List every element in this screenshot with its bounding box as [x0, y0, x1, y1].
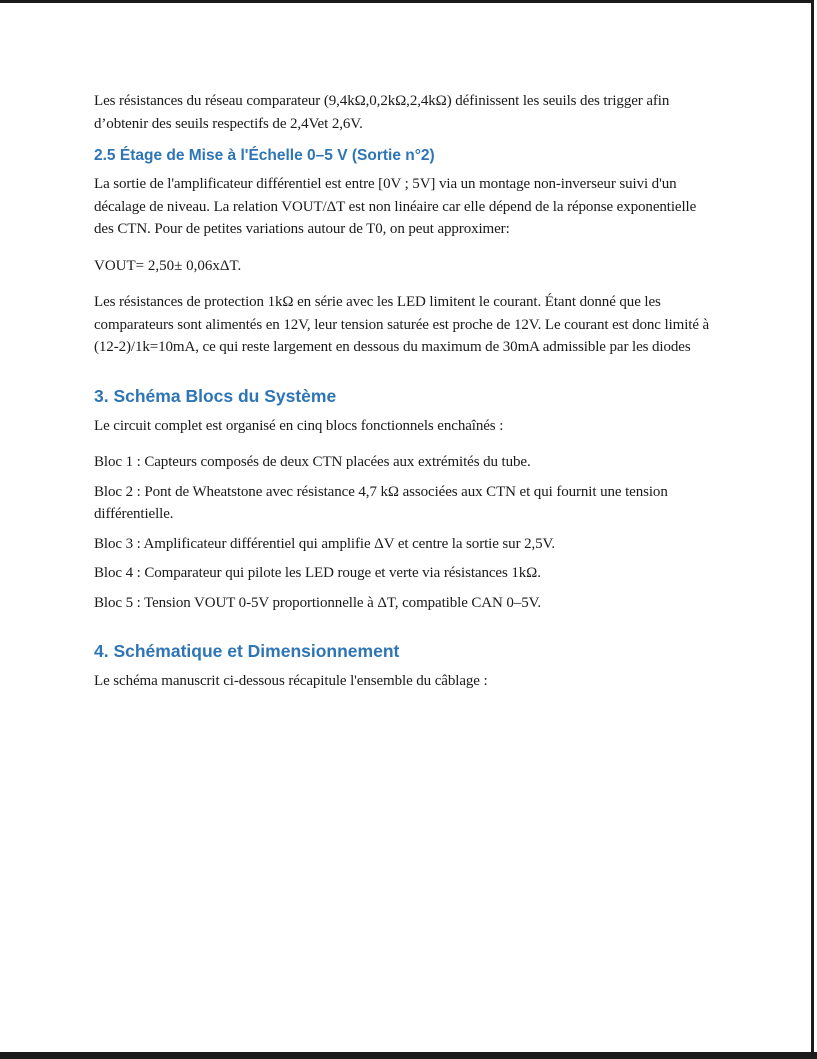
bloc-item-1: Bloc 1 : Capteurs composés de deux CTN placées aux extrémités du tube. — [94, 454, 531, 470]
document-content — [94, 0, 716, 704]
heading-section-2-5: 2.5 Étage de Mise à l'Échelle 0–5 V (Sortie n°2) — [94, 147, 435, 164]
bloc-item-5: Bloc 5 : Tension VOUT 0-5V proportionnelle à ΔT, compatible CAN 0–5V. — [94, 594, 542, 611]
bloc-item-2: Bloc 2 : Pont de Wheatstone avec résistance 4,7 kΩ associées aux CTN et qui fournit une tension différentielle. — [94, 483, 668, 522]
formula-vout: VOUT= 2,50± 0,06xΔT. — [94, 257, 242, 274]
paragraph-protection-resistances: Les résistances de protection 1kΩ en série avec les LED limitent le courant. Étant donné que les comparateurs sont alimentés en 12V, leur tension saturée est proche de 12V. Le courant est donc limité à (12-2)/1k=10mA, ce qui reste largement en dessous du maximum de 30mA admissible par les diodes — [94, 294, 710, 355]
page-bottom-border — [0, 1052, 817, 1059]
page-top-border — [0, 0, 814, 3]
bloc-item-3: Bloc 3 : Amplificateur différentiel qui amplifie ΔV et centre la sortie sur 2,5V. — [94, 535, 556, 552]
page-right-border — [811, 0, 814, 1059]
paragraph-schematic-intro: Le schéma manuscrit ci-dessous récapitule l'ensemble du câblage : — [94, 673, 488, 689]
heading-section-4: 4. Schématique et Dimensionnement — [94, 641, 400, 661]
paragraph-comparator-resistances: Les résistances du réseau comparateur (9,4kΩ,0,2kΩ,2,4kΩ) définissent les seuils des trigger afin d’obtenir des seuils respectifs de 2,4Vet 2,6V. — [94, 93, 670, 132]
paragraph-circuit-intro: Le circuit complet est organisé en cinq blocs fonctionnels enchaînés : — [94, 417, 504, 434]
bloc-item-4: Bloc 4 : Comparateur qui pilote les LED rouge et verte via résistances 1kΩ. — [94, 565, 541, 581]
heading-section-3: 3. Schéma Blocs du Système — [94, 385, 337, 406]
paragraph-amplifier-output: La sortie de l'amplificateur différentiel est entre [0V ; 5V] via un montage non-inverseur suivi d'un décalage de niveau. La relation VOUT/ΔT est non linéaire car elle dépend de la réponse exponentielle des CTN. Pour de petites variations autour de T0, on peut approximer: — [94, 176, 697, 237]
